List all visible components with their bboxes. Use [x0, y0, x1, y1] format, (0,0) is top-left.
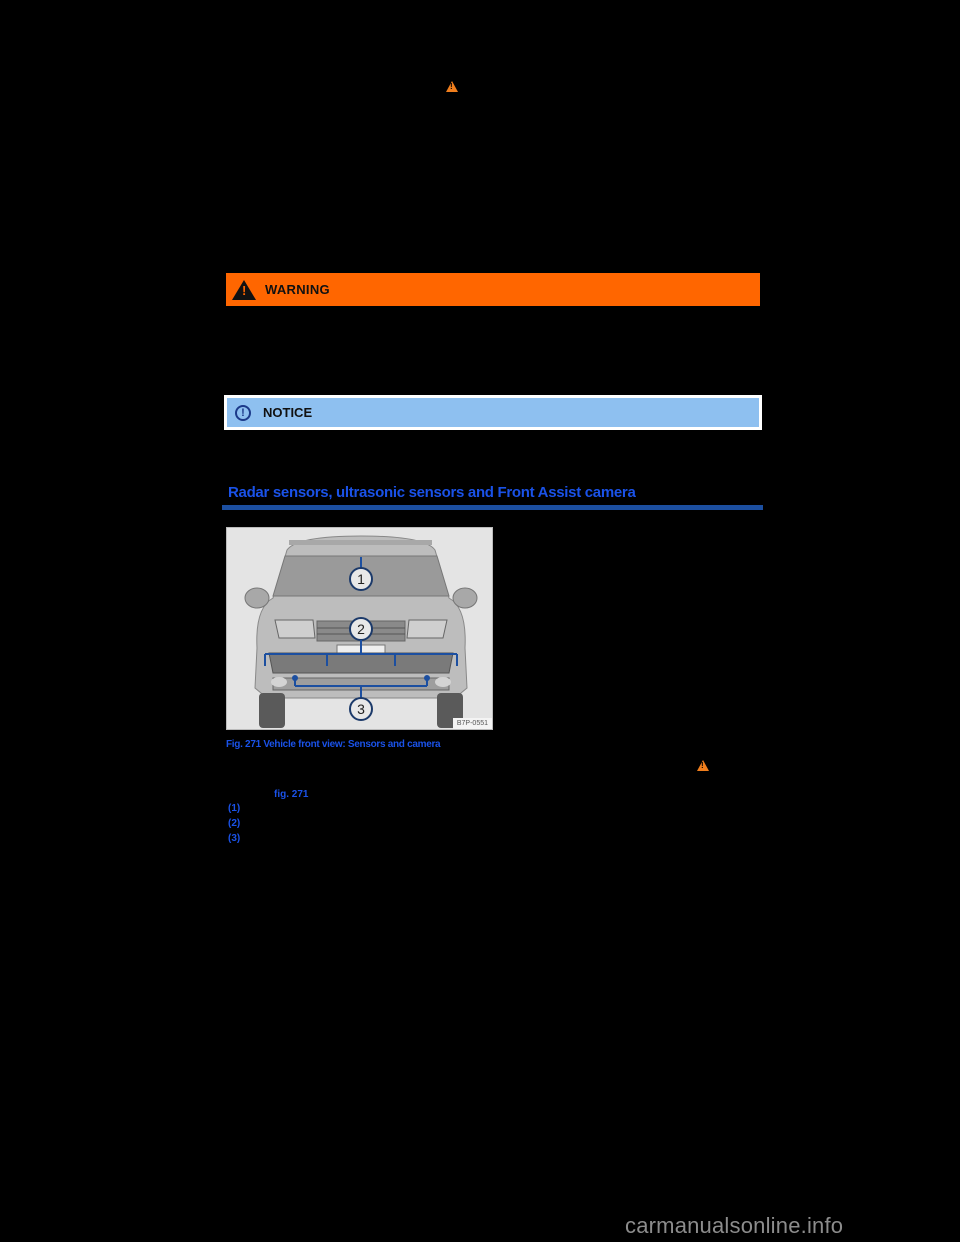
key-item-2: (2) — [228, 818, 241, 829]
warning-banner — [226, 273, 760, 306]
key-item-3: (3) — [228, 833, 241, 844]
exclamation-circle-icon: ! — [235, 405, 251, 421]
watermark-link[interactable]: carmanualsonline.info — [625, 1213, 844, 1238]
notice-label: NOTICE — [263, 405, 313, 420]
warning-label: WARNING — [265, 282, 330, 297]
warning-triangle-icon — [446, 81, 458, 92]
figure-caption: Fig. 271 Vehicle front view: Sensors and camera — [226, 739, 441, 750]
warning-triangle-icon — [697, 760, 709, 771]
section-title: Radar sensors, ultrasonic sensors and Front Assist camera — [228, 484, 636, 501]
figure-reference-link[interactable]: fig. 271 — [274, 789, 309, 800]
svg-text:3: 3 — [357, 701, 365, 717]
svg-text:2: 2 — [357, 621, 365, 637]
svg-text:1: 1 — [357, 571, 365, 587]
section-divider — [222, 505, 763, 510]
notice-banner — [224, 395, 762, 430]
vehicle-front-figure — [226, 527, 493, 730]
warning-triangle-icon — [232, 280, 256, 300]
vehicle-front-illustration — [227, 528, 493, 730]
figure-code: B7P-0551 — [456, 720, 488, 727]
key-item-1: (1) — [228, 803, 241, 814]
